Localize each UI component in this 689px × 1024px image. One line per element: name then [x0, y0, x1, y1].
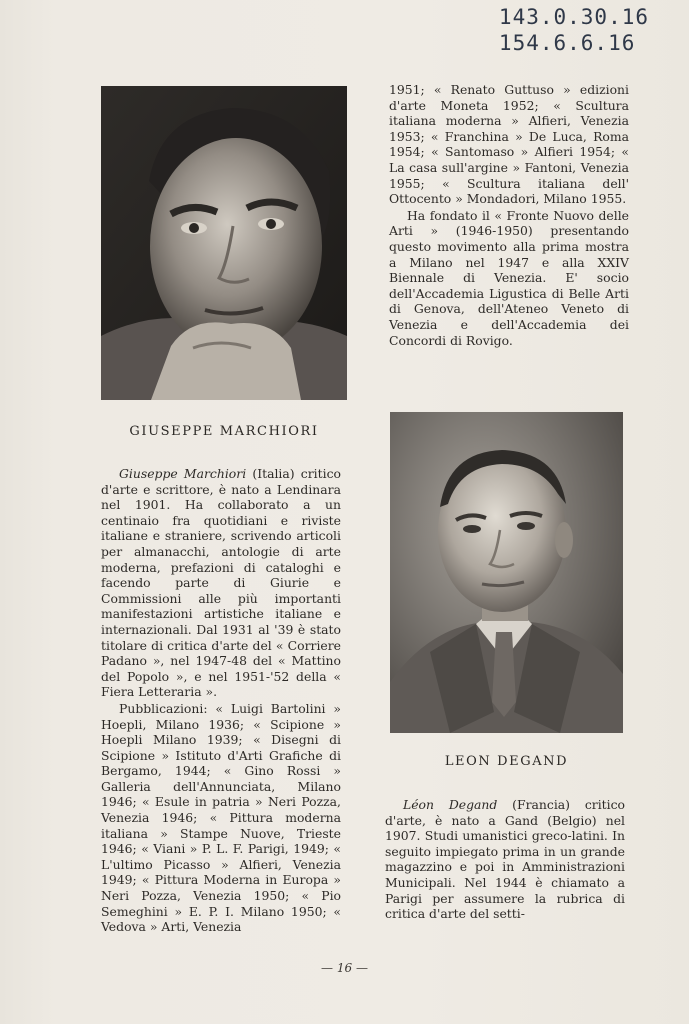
portrait-photo-degand: [390, 412, 623, 733]
person-name-caption: GIUSEPPE MARCHIORI: [129, 424, 319, 439]
text-column-right-bottom: [385, 797, 625, 922]
handwritten-catalog-notes: [499, 4, 649, 56]
bio-paragraph: [385, 797, 625, 922]
handwritten-note: 143.0.30.16: [498, 5, 649, 29]
text-column-left: [101, 466, 341, 935]
founding-paragraph: Ha fondato il « Fronte Nuovo delle Arti » (1946-1950) presentando questo movimento alla prima mostra a Milano nel 1947 e alla XXIV Biennale di Venezia. E' socio dell'Accademia Ligustica di Belle Arti di Genova, dell'Ateneo Veneto di Venezia e dell'Accademia dei Concordi di Rovigo.: [389, 207, 629, 348]
publications-continued-paragraph: 1951; « Renato Guttuso » edizioni d'arte Moneta 1952; « Scultura italiana moderna » Alfieri, Venezia 1953; « Franchina » De Luca, Roma 1954; « Santomaso » Alfieri 1954; « La casa sull'argine » Fantoni, Venezia 1955; « Scultura italiana dell' Ottocento » Mondadori, Milano 1955.: [389, 82, 629, 207]
bio-person-name: Léon Degand: [403, 797, 498, 812]
bio-text: (Francia) critico d'arte, è nato a Gand (Belgio) nel 1907. Studi umanistici greco-latini. In seguito impiegato prima in un grande magazzino e poi in Amministrazioni Municipali. Nel 1944 è chiamato a Parigi per assumere la rubrica di critica d'arte del setti-: [385, 797, 625, 922]
text-column-right-top: [389, 82, 629, 348]
bio-person-name: Giuseppe Marchiori: [119, 466, 247, 481]
handwritten-note: 154.6.6.16: [498, 31, 636, 55]
publications-paragraph: Pubblicazioni: « Luigi Bartolini » Hoepli, Milano 1936; « Scipione » Hoepli Milano 1939; « Disegni di Scipione » Istituto d'Arti Grafiche di Bergamo, 1944; « Gino Rossi » Galleria dell'Annunciata, Milano 1946; « Esule in patria » Neri Pozza, Venezia 1946; « Pittura moderna italiana » Stampe Nuove, Trieste 1946; « Viani » P. L. F. Parigi, 1949; « L'ultimo Picasso » Alfieri, Venezia 1949; « Pittura Moderna in Europa » Neri Pozza, Venezia 1950; « Pio Semeghini » E. P. I. Milano 1950; « Vedova » Arti, Venezia: [101, 700, 341, 935]
portrait-photo-marchiori: [101, 86, 347, 400]
bio-text: (Italia) critico d'arte e scrittore, è nato a Lendinara nel 1901. Ha collaborato a un centinaio fra quotidiani e riviste italiane e straniere, scrivendo articoli per almanacchi, antologie di arte moderna, prefazioni di cataloghi e facendo parte di Giurie e Commissioni alle più importanti manifestazioni artistiche italiane e internazionali. Dal 1931 al '39 è stato titolare di critica d'arte del « Corriere Padano », nel 1947-48 del « Mattino del Popolo », e nel 1951-'52 della « Fiera Letteraria ».: [101, 466, 341, 700]
bio-paragraph: [101, 466, 341, 700]
person-name-caption: LEON DEGAND: [444, 754, 569, 769]
page-number: — 16 —: [321, 961, 368, 975]
